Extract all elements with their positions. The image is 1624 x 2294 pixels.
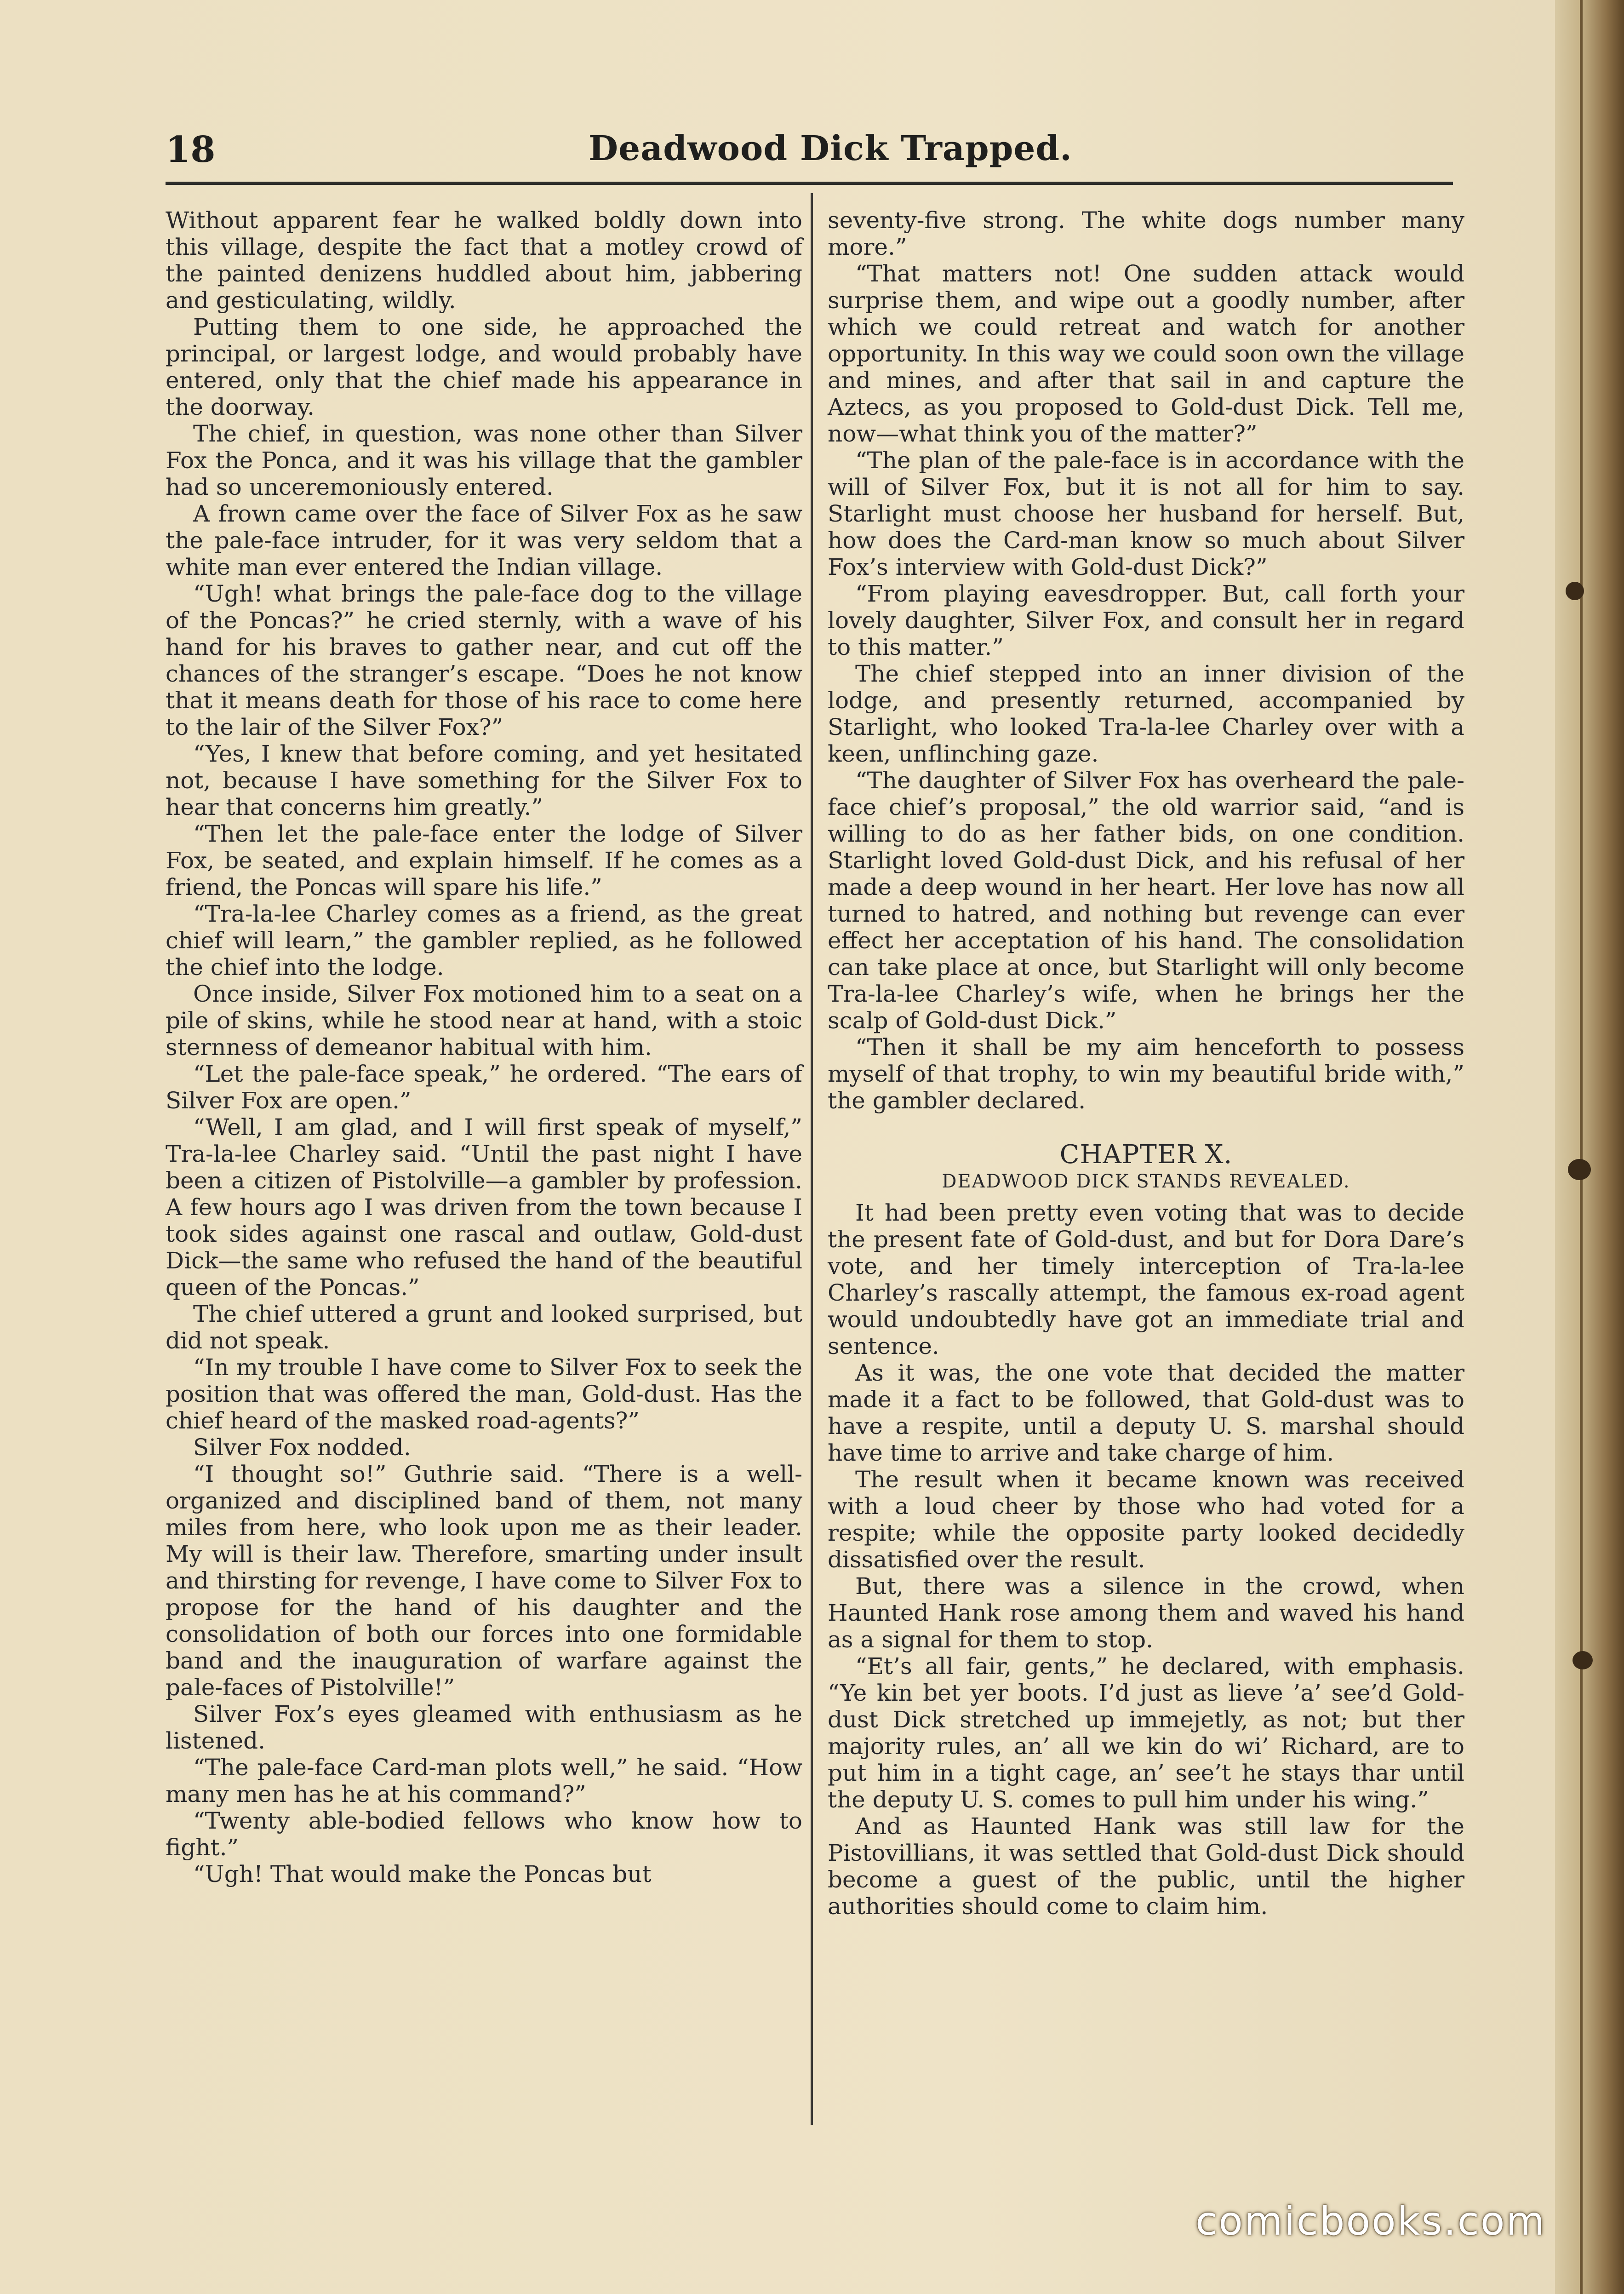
paragraph: “Et’s all fair, gents,” he declared, with emphasis. “Ye kin bet yer boots. I’d just as lieve ’a’ see’d Gold-dust Dick stretched up immejetly, as not; but ther majority rules, an’ all we kin do wi’ Richard, are to put him in a tight cage, an’ see’t he stays thar until the deputy U. S. comes to pull him under his wing.”: [828, 1653, 1464, 1813]
paragraph: “Then it shall be my aim henceforth to possess myself of that trophy, to win my beautiful bride with,” the gambler declared.: [828, 1034, 1464, 1114]
paragraph: Putting them to one side, he approached the principal, or largest lodge, and would probably have entered, only that the chief made his appearance in the doorway.: [166, 314, 802, 420]
paragraph: “Ugh! That would make the Poncas but: [193, 1861, 652, 1887]
paragraph: “In my trouble I have come to Silver Fox to seek the position that was offered the man, Gold-dust. Has the chief heard of the masked road-agents?”: [166, 1354, 802, 1434]
paragraph: “The pale-face Card-man plots well,” he said. “How many men has he at his command?”: [166, 1754, 802, 1807]
paragraph: The result when it became known was received with a loud cheer by those who had voted for a respite; while the opposite party looked decidedly dissatisfied over the result.: [828, 1466, 1464, 1573]
paragraph: “Ugh! what brings the pale-face dog to the village of the Poncas?” he cried sternly, with a wave of his hand for his braves to gather near, and cut off the chances of the stranger’s escape. “Does he not know that it means death for those of his race to come here to the lair of the Silver Fox?”: [166, 580, 802, 740]
paragraph: “Let the pale-face speak,” he ordered. “The ears of Silver Fox are open.”: [166, 1061, 802, 1114]
paragraph: “From playing eavesdropper. But, call forth your lovely daughter, Silver Fox, and consult her in regard to this matter.”: [828, 580, 1464, 660]
paragraph: Silver Fox nodded.: [193, 1434, 411, 1461]
paragraph: Without apparent fear he walked boldly down into this village, despite the fact that a motley crowd of the painted denizens huddled about him, jabbering and gesticulating, wildly.: [166, 207, 802, 314]
paragraph: Once inside, Silver Fox motioned him to a seat on a pile of skins, while he stood near at hand, with a stoic sternness of demeanor habitual with him.: [166, 981, 802, 1061]
watermark: comicbooks.com: [1195, 2198, 1546, 2244]
paragraph: And as Haunted Hank was still law for the Pistovillians, it was settled that Gold-dust Dick should become a guest of the public, until the higher authorities should come to claim him.: [828, 1813, 1464, 1920]
paragraph: The chief, in question, was none other than Silver Fox the Ponca, and it was his village that the gambler had so unceremoniously entered.: [166, 420, 802, 500]
paragraph: “The plan of the pale-face is in accordance with the will of Silver Fox, but it is not all for him to say. Starlight must choose her husband for herself. But, how does the Card-man know so much about Silver Fox’s interview with Gold-dust Dick?”: [828, 447, 1464, 580]
paragraph: “I thought so!” Guthrie said. “There is a well-organized and disciplined band of them, not many miles from here, who look upon me as their leader. My will is their law. Therefore, smarting under insult and thirsting for revenge, I have come to Silver Fox to propose for the hand of his daughter and the consolidation of both our forces into one formidable band and the inauguration of warfare against the pale-faces of Pistolville!”: [166, 1461, 802, 1701]
paragraph: “Well, I am glad, and I will first speak of myself,” Tra-la-lee Charley said. “Until the past night I have been a citizen of Pistolville—a gambler by profession. A few hours ago I was driven from the town because I took sides against one rascal and outlaw, Gold-dust Dick—the same who refused the hand of the beautiful queen of the Poncas.”: [166, 1114, 802, 1301]
header-rule: [166, 182, 1453, 185]
paragraph: But, there was a silence in the crowd, when Haunted Hank rose among them and waved his hand as a signal for them to stop.: [828, 1573, 1464, 1653]
page-header: [166, 120, 1517, 184]
paragraph: seventy-five strong. The white dogs number many more.”: [828, 207, 1464, 260]
chapter-subheading: DEADWOOD DICK STANDS REVEALED.: [942, 1171, 1350, 1192]
paragraph: “Tra-la-lee Charley comes as a friend, as the great chief will learn,” the gambler replied, as he followed the chief into the lodge.: [166, 900, 802, 981]
binding-fold-line: [1580, 0, 1583, 2294]
binding-spine: [1555, 0, 1624, 2294]
page-tear: [1566, 582, 1584, 600]
page-number: 18: [166, 129, 216, 171]
column-divider: [811, 193, 813, 2125]
paragraph: “Twenty able-bodied fellows who know how to fight.”: [166, 1807, 802, 1861]
page-tear: [1573, 1651, 1593, 1669]
paragraph: “That matters not! One sudden attack would surprise them, and wipe out a goodly number, after which we could retreat and watch for another opportunity. In this way we could soon own the village and mines, and after that sail in and capture the Aztecs, as you proposed to Gold-dust Dick. Tell me, now—what think you of the matter?”: [828, 260, 1464, 447]
paragraph: The chief stepped into an inner division of the lodge, and presently returned, accompanied by Starlight, who looked Tra-la-lee Charley over with a keen, unflinching gaze.: [828, 660, 1464, 767]
running-title: Deadwood Dick Trapped.: [589, 129, 1072, 168]
paragraph: A frown came over the face of Silver Fox as he saw the pale-face intruder, for it was very seldom that a white man ever entered the Indian village.: [166, 500, 802, 580]
paragraph: It had been pretty even voting that was to decide the present fate of Gold-dust, and but for Dora Dare’s vote, and her timely interception of Tra-la-lee Charley’s rascally attempt, the famous ex-road agent would undoubtedly have got an immediate trial and sentence.: [828, 1199, 1464, 1359]
paragraph: As it was, the one vote that decided the matter made it a fact to be followed, that Gold-dust was to have a respite, until a deputy U. S. marshal should have time to arrive and take charge of him.: [828, 1359, 1464, 1466]
paragraph: “The daughter of Silver Fox has overheard the pale-face chief’s proposal,” the old warrior said, “and is willing to do as her father bids, on one condition. Starlight loved Gold-dust Dick, and his refusal of her made a deep wound in her heart. Her love has now all turned to hatred, and nothing but revenge can ever effect her acceptation of his hand. The consolidation can take place at once, but Starlight will only become Tra-la-lee Charley’s wife, when he brings her the scalp of Gold-dust Dick.”: [828, 767, 1464, 1034]
paragraph: The chief uttered a grunt and looked surprised, but did not speak.: [166, 1301, 802, 1354]
left-column: [166, 207, 802, 1887]
chapter-heading: CHAPTER X.: [1059, 1140, 1233, 1170]
paragraph: “Yes, I knew that before coming, and yet hesitated not, because I have something for the Silver Fox to hear that concerns him greatly.”: [166, 740, 802, 820]
paragraph: “Then let the pale-face enter the lodge of Silver Fox, be seated, and explain himself. If he comes as a friend, the Poncas will spare his life.”: [166, 820, 802, 900]
right-column: [828, 207, 1464, 1920]
paragraph: Silver Fox’s eyes gleamed with enthusiasm as he listened.: [166, 1701, 802, 1754]
page-tear: [1568, 1159, 1591, 1180]
